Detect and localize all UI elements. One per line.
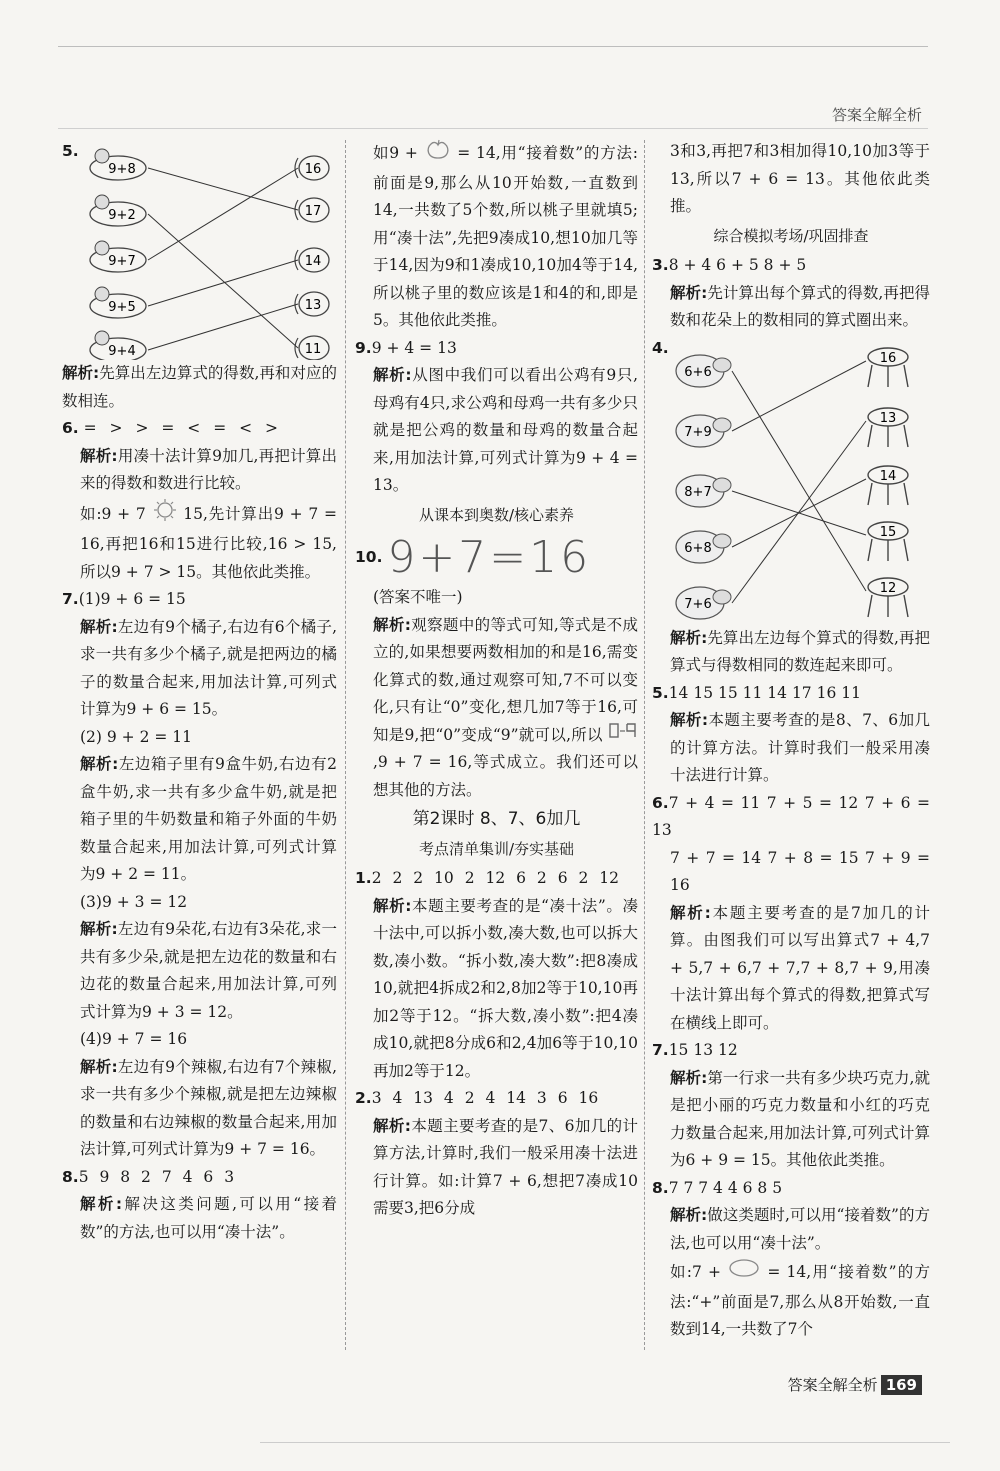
peach-icon: [424, 138, 452, 170]
q7b-answer: 15 13 12: [668, 1041, 738, 1059]
q2-analysis: 本题主要考查的是7、6加几的计算方法,计算时,我们一般采用凑十法进行计算。如:计算7 + 6,想把7凑成10需要3,把6分成: [373, 1116, 638, 1218]
matchstick-0-to-9-icon: [608, 722, 638, 750]
q8-analysis: 解决这类问题,可以用“接着数”的方法,也可以用“凑十法”。: [80, 1195, 337, 1241]
stool-number: 12: [879, 580, 897, 596]
q4-analysis-label: 解析:: [670, 628, 708, 647]
q8-analysis-label: 解析:: [80, 1195, 123, 1213]
fish-number: 11: [304, 342, 322, 357]
page-number: 169: [881, 1375, 922, 1395]
q10-analysis-label: 解析:: [373, 615, 411, 634]
sheep-card: [676, 531, 731, 563]
cat-card: [90, 195, 146, 226]
column-3: [652, 138, 930, 1344]
q5-analysis: 先算出左边算式的得数,再和对应的数相连。: [62, 364, 337, 410]
q1-analysis: 本题主要考查的是“凑十法”。凑十法中,可以拆小数,凑大数,也可以拆大数,凑小数。“拆小数,凑大数”:把8凑成10,就把4拆成2和2,8加2等于10,10再加2等于12。“拆大数,凑小数”:把4凑成10,就把8分成6和2,4加6等于10,10再加2等于12。: [373, 896, 638, 1080]
q6-example-pre: 如:9 + 7: [80, 504, 146, 523]
fish-number: 16: [304, 162, 322, 177]
q6b-analysis-label: 解析:: [670, 903, 711, 922]
q5b-analysis-label: 解析:: [670, 711, 709, 729]
stool-card: [868, 348, 908, 387]
top-rule: [58, 46, 928, 47]
match-line: [148, 168, 298, 260]
q7-part4: (4)9 + 7 = 16: [80, 1030, 188, 1048]
cat-expression: 9+4: [108, 344, 136, 359]
fish-card: [295, 156, 329, 180]
q2-answer: 3 4 13 4 2 4 14 3 6 16: [371, 1089, 599, 1108]
q7b-number: 7.: [652, 1041, 669, 1059]
q8b-analysis-label: 解析:: [670, 1206, 708, 1224]
q2-analysis-label: 解析:: [373, 1116, 411, 1135]
q7-a1-label: 解析:: [80, 617, 118, 636]
stool-card: [868, 578, 908, 617]
sheep-card: [676, 475, 731, 507]
q2-number: 2.: [355, 1089, 372, 1108]
q6-answer: = > > = < = < >: [83, 419, 279, 437]
stool-card: [868, 522, 908, 561]
q6b-number: 6.: [652, 793, 669, 812]
q7-a2-label: 解析:: [80, 755, 119, 773]
q3-number: 3.: [652, 256, 669, 274]
cat-fish-diagram: [62, 138, 337, 360]
q7-a3-label: 解析:: [80, 920, 118, 938]
fish-card: [295, 248, 329, 272]
fish-card: [295, 198, 329, 222]
q9-number: 9.: [355, 338, 372, 357]
q4-analysis: 先算出左边每个算式的得数,再把算式与得数相同的数连起来即可。: [670, 628, 930, 674]
q6-analysis-label: 解析:: [80, 446, 118, 465]
sheep-expression: 6+6: [684, 364, 712, 380]
cont-example-post: = 14,用“接着数”的方法:前面是9,那么从10开始数,一直数到14,一共数了5个数,所以桃子里就填5;用“凑十法”,先把9凑成10,想10加几等于14,因为9和1凑成10,10加4等于14,所以桃子里的数应该是1和4的和,即是5。其他依此类推。: [373, 143, 638, 329]
q7-a1: 左边有9个橘子,右边有6个橘子,求一共有多少个橘子,就是把两边的橘子的数量合起来,用加法计算,可列式计算为9 + 6 = 15。: [80, 617, 337, 718]
stool-number: 13: [879, 410, 897, 426]
q5b-analysis: 本题主要考查的是8、7、6加几的计算方法。计算时我们一般采用凑十法进行计算。: [670, 711, 930, 784]
header-rule: [58, 128, 928, 129]
cat-expression: 9+2: [108, 208, 136, 223]
q5-analysis-label: 解析:: [62, 364, 100, 382]
column-divider-1: [345, 140, 346, 1350]
sheep-card: [676, 415, 731, 447]
q5-matching-figure: [62, 138, 337, 360]
q7-part3: (3)9 + 3 = 12: [80, 892, 188, 911]
column-2: [355, 138, 638, 1223]
cat-expression: 9+8: [108, 162, 136, 177]
q4-matching-figure: [652, 335, 930, 625]
q9-analysis: 从图中我们可以看出公鸡有9只,母鸡有4只,求公鸡和母鸡一共有多少只就是把公鸡的数量和母鸡的数量合起来,用加法计算,可列式计算为9 + 4 = 13。: [373, 366, 638, 494]
fish-number: 17: [304, 204, 322, 219]
q10-number: 10.: [355, 548, 383, 566]
q9-analysis-label: 解析:: [373, 366, 412, 384]
q10-analysis-2: ,9 + 7 = 16,等式成立。我们还可以想其他的方法。: [373, 753, 638, 799]
q3-answer: 8 + 4 6 + 5 8 + 5: [668, 256, 807, 274]
column-divider-2: [644, 140, 645, 1350]
match-line: [148, 214, 298, 348]
footer-label: 答案全解全析: [787, 1376, 878, 1394]
section-heading-olympiad: 从课本到奥数/核心素养: [418, 505, 575, 524]
section-heading-basics: 考点清单集训/夯实基础: [418, 839, 575, 858]
stool-number: 14: [879, 468, 897, 484]
sheep-expression: 7+9: [684, 424, 712, 440]
cat-card: [90, 241, 146, 272]
sheep-expression: 8+7: [684, 484, 712, 500]
match-line: [732, 371, 866, 591]
q6b-analysis: 本题主要考查的是7加几的计算。由图我们可以写出算式7 + 4,7 + 5,7 + 6,7 + 7,7 + 8,7 + 9,用凑十法计算出每个算式的得数,把算式写在横线上即可。: [670, 903, 930, 1032]
q10-analysis: 观察题中的等式可知,等式是不成立的,如果想要两数相加的和是16,需变化算式的数,通过观察可知,7不可以变化,只有让“0”变化,想几加7等于16,可知是9,把“0”变成“9”就可以,所以: [373, 615, 638, 744]
q7-part1: (1)9 + 6 = 15: [78, 590, 186, 608]
q7b-analysis: 第一行求一共有多少块巧克力,就是把小丽的巧克力数量和小红的巧克力数量合起来,用加法计算,可列式计算为6 + 9 = 15。其他依此类推。: [670, 1068, 930, 1169]
q7-part2: (2) 9 + 2 = 11: [80, 727, 193, 746]
q1-number: 1.: [355, 869, 372, 888]
sheep-expression: 6+8: [684, 540, 712, 556]
q7-a4-label: 解析:: [80, 1057, 118, 1076]
cont-example-pre: 如9 +: [373, 143, 418, 162]
q8b-example-pre: 如:7 +: [670, 1262, 721, 1281]
sheep-stool-diagram: [652, 335, 930, 625]
page-footer: [788, 1374, 922, 1395]
cat-card: [90, 331, 146, 360]
q7-a3: 左边有9朵花,右边有3朵花,求一共有多少朵,就是把左边花的数量和右边花的数量合起来,用加法计算,可列式计算为9 + 3 = 12。: [80, 920, 337, 1021]
stool-card: [868, 408, 908, 447]
fish-number: 13: [304, 298, 322, 313]
q10-note: (答案不唯一): [373, 588, 463, 606]
q7-a2: 左边箱子里有9盒牛奶,右边有2盒牛奶,求一共有多少盒牛奶,就是把箱子里的牛奶数量和箱子外面的牛奶数量合起来,用加法计算,可列式计算为9 + 2 = 11。: [80, 755, 337, 883]
cat-card: [90, 287, 146, 318]
q9-answer: 9 + 4 = 13: [371, 338, 457, 357]
q7-a4: 左边有9个辣椒,右边有7个辣椒,求一共有多少个辣椒,就是把左边辣椒的数量和右边辣椒的数量合起来,用加法计算,可列式计算为9 + 7 = 16。: [80, 1057, 337, 1158]
q6-analysis: 用凑十法计算9加几,再把计算出来的得数和数进行比较。: [80, 446, 338, 492]
fish-card: [295, 292, 329, 316]
q5b-number: 5.: [652, 683, 669, 702]
q8-number: 8.: [62, 1167, 79, 1186]
q6-number: 6.: [62, 419, 79, 437]
q8b-number: 8.: [652, 1178, 669, 1197]
q7-number: 7.: [62, 590, 79, 608]
match-line: [148, 260, 298, 306]
cont-text: 3和3,再把7和3相加得10,10加3等于13,所以7 + 6 = 13。其他依此类推。: [670, 142, 930, 215]
page-header: 答案全解全析: [831, 106, 922, 124]
sheep-icon: [727, 1257, 761, 1289]
cat-card: [90, 149, 146, 180]
match-line: [148, 304, 298, 350]
q10-matchstick-equation: 9+7=16: [387, 532, 592, 583]
q7b-analysis-label: 解析:: [670, 1068, 708, 1087]
q6-example-post: 15,先计算出9 + 7 = 16,再把16和15进行比较,16 > 15,所以9 + 7 > 15。其他依此类推。: [80, 504, 337, 581]
q5-number: 5.: [62, 142, 79, 160]
match-line: [732, 421, 866, 603]
q1-analysis-label: 解析:: [373, 896, 412, 915]
q6b-line1: 7 + 4 = 11 7 + 5 = 12 7 + 6 = 13: [652, 793, 930, 839]
cat-expression: 9+7: [108, 254, 136, 269]
q3-analysis-label: 解析:: [670, 283, 708, 302]
q1-answer: 2 2 2 10 2 12 6 2 6 2 12: [371, 869, 620, 888]
fish-number: 14: [304, 254, 322, 269]
match-line: [732, 479, 866, 547]
lesson-title: 第2课时 8、7、6加几: [412, 809, 581, 830]
bottom-rule: [260, 1442, 950, 1443]
q3-analysis: 先计算出每个算式的得数,再把得数和花朵上的数相同的算式圈出来。: [670, 283, 930, 329]
sheep-card: [676, 355, 731, 387]
column-1: [62, 138, 337, 1246]
q6b-line2: 7 + 7 = 14 7 + 8 = 15 7 + 9 = 16: [670, 848, 930, 894]
q5b-answer: 14 15 15 11 14 17 16 11: [668, 683, 861, 702]
match-line: [148, 168, 298, 210]
match-line: [732, 361, 866, 431]
q8-answer: 5 9 8 2 7 4 6 3: [78, 1167, 235, 1186]
fish-card: [295, 336, 329, 360]
q8b-answer: 7 7 7 4 4 6 8 5: [668, 1178, 783, 1197]
sheep-card: [676, 587, 731, 619]
q4-number: 4.: [652, 338, 669, 357]
section-heading-review: 综合模拟考场/巩固排查: [713, 226, 869, 245]
sheep-expression: 7+6: [684, 596, 712, 612]
stool-card: [868, 466, 908, 505]
q8b-analysis: 做这类题时,可以用“接着数”的方法,也可以用“凑十法”。: [670, 1206, 931, 1252]
stool-number: 16: [879, 350, 897, 366]
sun-icon: [152, 498, 178, 532]
q8b-example-post: = 14,用“接着数”的方法:“+”前面是7,那么从8开始数,一直数到14,一共数了7个: [670, 1262, 931, 1338]
stool-number: 15: [879, 524, 897, 540]
cat-expression: 9+5: [108, 300, 136, 315]
